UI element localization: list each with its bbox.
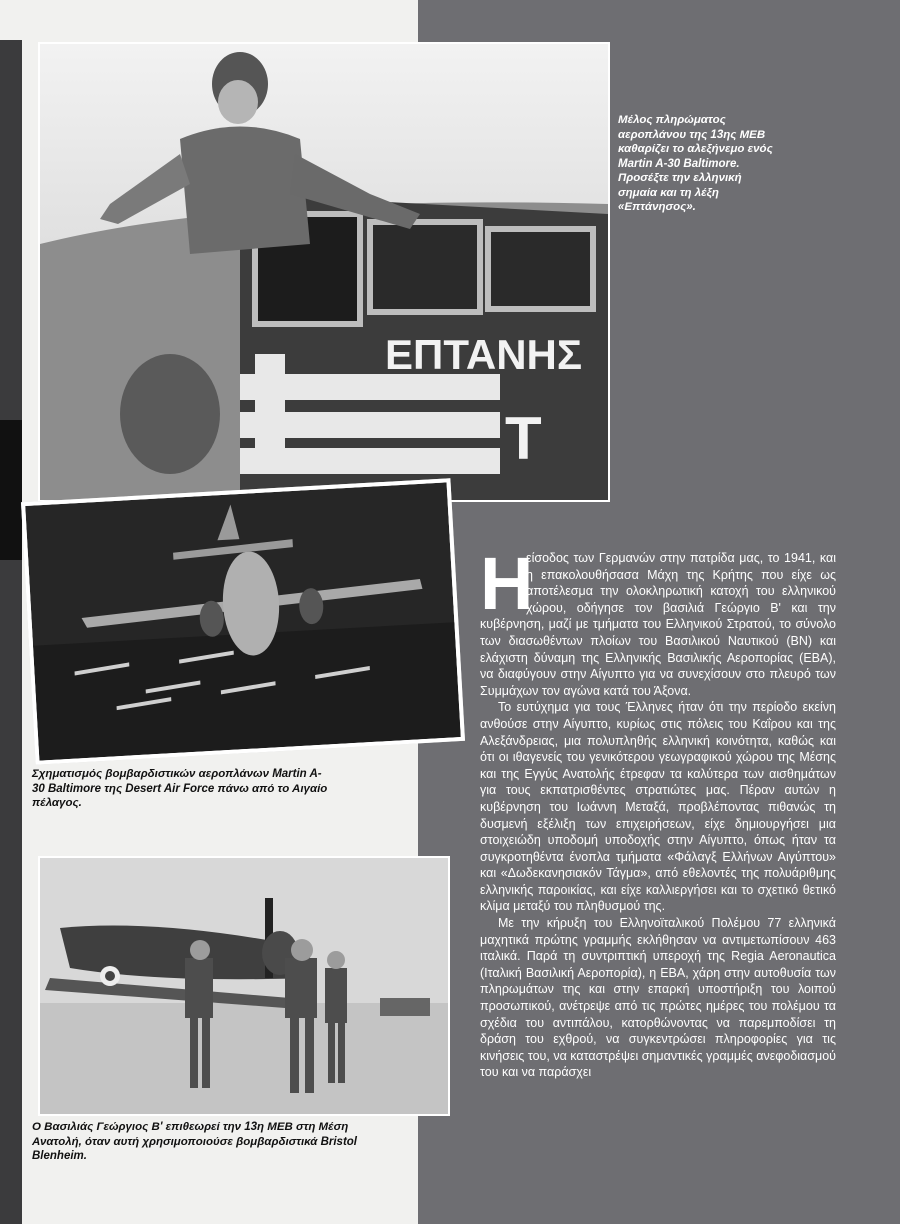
caption-formation-photo: Σχηματισμός βομβαρδιστικών αεροπλάνων Martin A-30 Baltimore της Desert Air Force πάνω από το Αιγαίο πέλαγος. [32, 768, 328, 809]
caption-top-photo: Μέλος πληρώματος αεροπλάνου της 13ης ΜΕΒ καθαρίζει το αλεξήνεμο ενός Martin A-30 Baltimore. Προσέξτε την ελληνική σημαία και τη λέξη «Επτάνησος». [618, 114, 773, 213]
aircraft-code-letter: T [505, 405, 542, 472]
article-body [480, 542, 836, 1081]
aircraft-name-lettering: ΕΠΤΑΝΗΣ [385, 331, 583, 378]
page-gutter-shadow [0, 40, 22, 1224]
photo-king-inspection [38, 856, 450, 1116]
caption-inspection-photo: Ο Βασιλιάς Γεώργιος Β' επιθεωρεί την 13η ΜΕΒ στη Μέση Ανατολή, όταν αυτή χρησιμοποιούσε βομβαρδιστικά Bristol Blenheim. [32, 1121, 357, 1162]
photo-bomber-formation [21, 478, 465, 765]
drop-cap: Η [480, 542, 534, 625]
article-paragraph-2: Το ευτύχημα για τους Έλληνες ήταν ότι την περίοδο εκείνη ανθούσε στην Αίγυπτο, κυρίως στις πόλεις του Καΐρου και της Αλεξάνδρειας, μια πολυπληθής ελληνική κοινότητα, καθώς και ότι οι ιθαγενείς του γενικότερου γεωγραφικού χώρου της Μέσης και της Εγγύς Ανατολής έτρεφαν τα καλύτερα των αισθημάτων για τους εκπατρισθέντες στρατιώτες μας. Πέραν αυτών η κυβέρνηση του Ιωάννη Μεταξά, προβλέποντας πιθανώς τη δυσμενή εξέλιξη των επιχειρήσεων, είχε δημιουργήσει μια στοιχειώδη υποδομή υποδοχής στην Αίγυπτο, όπως ήταν τα συγκροτηθέντα ένοπλα τμήματα «Φάλαγξ Ελλήνων Αιγύπτου» και «Δωδεκανησιακόν Τάγμα», από εθελοντές της πολυάριθμης ελληνικής παροικίας, και είχε καλλιεργήσει και το σχετικό θετικό κλίμα μεταξύ του πληθυσμού της. [480, 700, 836, 914]
article-paragraph-3: Με την κήρυξη του Ελληνοϊταλικού Πολέμου 77 ελληνικά μαχητικά πρώτης γραμμής εκλήθησαν να αντιμετωπίσουν 463 ιταλικά. Παρά τη συντριπτική υπεροχή της Regia Aeronautica (Ιταλική Βασιλική Αεροπορία), η ΕΒΑ, χάρη στην αυτοθυσία των πληρωμάτων της και στην επαρκή υποστήριξη του λοιπού προσωπικού, ανέτρεψε από τις πρώτες ημέρες του πολέμου τα σχέδια του αντιπάλου, κατορθώνοντας να παρεμποδίσει τη δράση του εχθρού, να συγκεντρώσει πληροφορίες για τις κινήσεις του, να καταστρέψει σημαντικές γραμμές ανεφοδιασμού του και να παράσχει [480, 916, 836, 1080]
article-paragraph-1 [480, 542, 836, 699]
photo-crew-member-baltimore [38, 42, 610, 502]
article-paragraph-1-text: είσοδος των Γερμανών στην πατρίδα μας, το 1941, και η επακολουθήσασα Μάχη της Κρήτης που είχε ως αποτέλεσμα την ολοκληρωτική κατοχή του ελληνικού χώρου, οδήγησε τον βασιλιά Γεώργιο Β' και την κυβέρνηση, μαζί με τμήματα του Ελληνικού Στρατού, το σύνολο των διασωθέντων πλοίων του Βασιλικού Ναυτικού (ΒΝ) και ελάχιστη δύναμη της Ελληνικής Βασιλικής Αεροπορίας (ΕΒΑ), να διαφύγουν στην Αίγυπτο για να συνεχίσουν στο πλευρό των Συμμάχων τον αγώνα κατά του Άξονα. [480, 551, 836, 698]
